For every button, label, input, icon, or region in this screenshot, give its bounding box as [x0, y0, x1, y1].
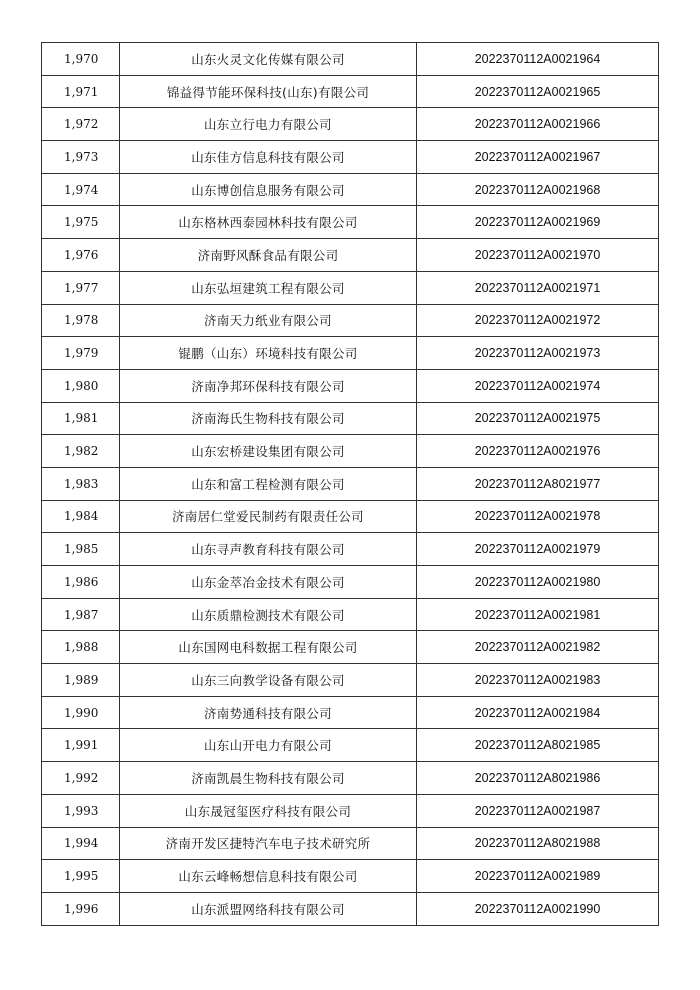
table-row — [42, 369, 659, 402]
registration-code-cell: 2022370112A0021967 — [417, 141, 659, 174]
registration-code-cell: 2022370112A0021975 — [417, 402, 659, 435]
registration-code-cell: 2022370112A8021986 — [417, 762, 659, 795]
company-name-cell: 济南野风酥食品有限公司 — [120, 239, 417, 272]
table-row — [42, 566, 659, 599]
company-name-cell: 济南居仁堂爱民制药有限责任公司 — [120, 500, 417, 533]
table-row — [42, 696, 659, 729]
table-row — [42, 206, 659, 239]
table-row — [42, 337, 659, 370]
registration-code-cell: 2022370112A0021976 — [417, 435, 659, 468]
company-name-cell: 山东三向教学设备有限公司 — [120, 664, 417, 697]
table-body — [42, 43, 659, 926]
company-name-cell: 山东和富工程检测有限公司 — [120, 467, 417, 500]
row-number-cell: 1,981 — [42, 402, 120, 435]
registration-code-cell: 2022370112A0021982 — [417, 631, 659, 664]
registration-code-cell: 2022370112A0021978 — [417, 500, 659, 533]
table-row — [42, 598, 659, 631]
table-row — [42, 435, 659, 468]
row-number-cell: 1,980 — [42, 369, 120, 402]
table-row — [42, 533, 659, 566]
company-name-cell: 济南海氏生物科技有限公司 — [120, 402, 417, 435]
registration-code-cell: 2022370112A0021965 — [417, 75, 659, 108]
row-number-cell: 1,973 — [42, 141, 120, 174]
table-row — [42, 239, 659, 272]
registration-code-cell: 2022370112A0021980 — [417, 566, 659, 599]
registration-code-cell: 2022370112A0021966 — [417, 108, 659, 141]
company-name-cell: 济南天力纸业有限公司 — [120, 304, 417, 337]
row-number-cell: 1,994 — [42, 827, 120, 860]
company-name-cell: 山东立行电力有限公司 — [120, 108, 417, 141]
company-name-cell: 山东博创信息服务有限公司 — [120, 173, 417, 206]
row-number-cell: 1,988 — [42, 631, 120, 664]
table-row — [42, 892, 659, 925]
table-row — [42, 271, 659, 304]
company-name-cell: 山东寻声教育科技有限公司 — [120, 533, 417, 566]
registration-code-cell: 2022370112A0021981 — [417, 598, 659, 631]
company-name-cell: 锦益得节能环保科技(山东)有限公司 — [120, 75, 417, 108]
row-number-cell: 1,979 — [42, 337, 120, 370]
row-number-cell: 1,991 — [42, 729, 120, 762]
table-row — [42, 631, 659, 664]
table-row — [42, 467, 659, 500]
row-number-cell: 1,974 — [42, 173, 120, 206]
table-row — [42, 762, 659, 795]
registration-code-cell: 2022370112A0021964 — [417, 43, 659, 76]
company-name-cell: 济南势通科技有限公司 — [120, 696, 417, 729]
row-number-cell: 1,975 — [42, 206, 120, 239]
company-name-cell: 山东派盟网络科技有限公司 — [120, 892, 417, 925]
row-number-cell: 1,982 — [42, 435, 120, 468]
table-row — [42, 402, 659, 435]
row-number-cell: 1,984 — [42, 500, 120, 533]
table-row — [42, 43, 659, 76]
row-number-cell: 1,976 — [42, 239, 120, 272]
registration-code-cell: 2022370112A8021977 — [417, 467, 659, 500]
row-number-cell: 1,996 — [42, 892, 120, 925]
row-number-cell: 1,977 — [42, 271, 120, 304]
company-name-cell: 山东质鼎检测技术有限公司 — [120, 598, 417, 631]
registration-code-cell: 2022370112A0021987 — [417, 794, 659, 827]
row-number-cell: 1,985 — [42, 533, 120, 566]
table-row — [42, 141, 659, 174]
company-name-cell: 山东格林西泰园林科技有限公司 — [120, 206, 417, 239]
registration-code-cell: 2022370112A0021969 — [417, 206, 659, 239]
registration-code-cell: 2022370112A0021989 — [417, 860, 659, 893]
row-number-cell: 1,983 — [42, 467, 120, 500]
row-number-cell: 1,971 — [42, 75, 120, 108]
registration-code-cell: 2022370112A0021973 — [417, 337, 659, 370]
registration-code-cell: 2022370112A0021974 — [417, 369, 659, 402]
table-row — [42, 75, 659, 108]
table-row — [42, 794, 659, 827]
row-number-cell: 1,986 — [42, 566, 120, 599]
row-number-cell: 1,992 — [42, 762, 120, 795]
row-number-cell: 1,987 — [42, 598, 120, 631]
registration-code-cell: 2022370112A0021984 — [417, 696, 659, 729]
registration-code-cell: 2022370112A0021970 — [417, 239, 659, 272]
company-name-cell: 山东佳方信息科技有限公司 — [120, 141, 417, 174]
company-name-cell: 锟鹏（山东）环境科技有限公司 — [120, 337, 417, 370]
table-row — [42, 173, 659, 206]
company-name-cell: 山东山开电力有限公司 — [120, 729, 417, 762]
row-number-cell: 1,993 — [42, 794, 120, 827]
row-number-cell: 1,970 — [42, 43, 120, 76]
company-registry-table — [41, 42, 659, 926]
row-number-cell: 1,989 — [42, 664, 120, 697]
row-number-cell: 1,972 — [42, 108, 120, 141]
registration-code-cell: 2022370112A8021988 — [417, 827, 659, 860]
company-name-cell: 山东火灵文化传媒有限公司 — [120, 43, 417, 76]
table-row — [42, 500, 659, 533]
company-name-cell: 济南净邦环保科技有限公司 — [120, 369, 417, 402]
company-name-cell: 山东金萃冶金技术有限公司 — [120, 566, 417, 599]
table-row — [42, 860, 659, 893]
registration-code-cell: 2022370112A0021990 — [417, 892, 659, 925]
company-name-cell: 济南凯晨生物科技有限公司 — [120, 762, 417, 795]
table-row — [42, 827, 659, 860]
row-number-cell: 1,978 — [42, 304, 120, 337]
company-name-cell: 山东弘垣建筑工程有限公司 — [120, 271, 417, 304]
registration-code-cell: 2022370112A0021972 — [417, 304, 659, 337]
row-number-cell: 1,995 — [42, 860, 120, 893]
row-number-cell: 1,990 — [42, 696, 120, 729]
registration-code-cell: 2022370112A8021985 — [417, 729, 659, 762]
registration-code-cell: 2022370112A0021983 — [417, 664, 659, 697]
table-row — [42, 729, 659, 762]
company-name-cell: 山东晟冠玺医疗科技有限公司 — [120, 794, 417, 827]
company-name-cell: 济南开发区捷特汽车电子技术研究所 — [120, 827, 417, 860]
table-row — [42, 304, 659, 337]
registration-code-cell: 2022370112A0021971 — [417, 271, 659, 304]
company-name-cell: 山东国网电科数据工程有限公司 — [120, 631, 417, 664]
company-name-cell: 山东宏桥建设集团有限公司 — [120, 435, 417, 468]
table-row — [42, 108, 659, 141]
registration-code-cell: 2022370112A0021979 — [417, 533, 659, 566]
company-name-cell: 山东云峰畅想信息科技有限公司 — [120, 860, 417, 893]
table-row — [42, 664, 659, 697]
registration-code-cell: 2022370112A0021968 — [417, 173, 659, 206]
